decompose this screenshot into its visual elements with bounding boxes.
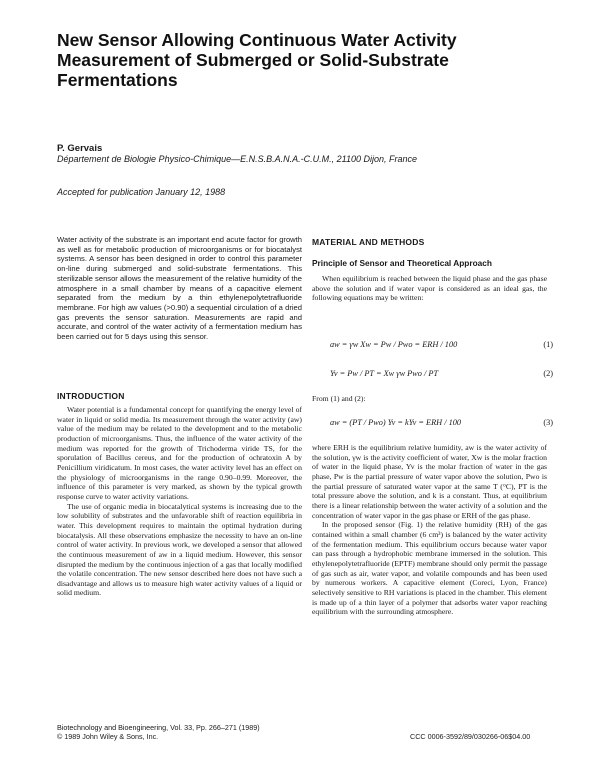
introduction-heading: INTRODUCTION — [57, 391, 125, 401]
methods-paragraph-1: When equilibrium is reached between the liquid phase and the gas phase above the solution and if water vapor is considered as an ideal gas, the following equations may be written: — [312, 274, 547, 303]
methods-body — [312, 443, 547, 617]
ccc-code: CCC 0006-3592/89/030266-06$04.00 — [410, 732, 531, 741]
methods-heading: MATERIAL AND METHODS — [312, 237, 425, 247]
equation-2-expression: Yv = Pw / PT = Xw γw Pwo / PT — [330, 369, 439, 378]
introduction-body — [57, 405, 302, 598]
methods-subheading: Principle of Sensor and Theoretical Approach — [312, 258, 492, 268]
methods-paragraph-2: where ERH is the equilibrium relative humidity, aw is the water activity of the solution, γw is the activity coefficient of water, Xw is the molar fraction of water in the liquid phase, Yv is the molar fraction of water in the gas phase, Pw is the partial pressure of water vapor above the solution, Pwo is the partial pressure of saturated water vapor at the same T (°C), PT is the total pressure above the solution, and k is a constant. Thus, at equilibrium there is a linear relationship between the water activity of a solution and the concentration of water vapor in the gas phase or ERH of the gas phase. — [312, 443, 547, 520]
equation-3-number: (3) — [543, 418, 553, 427]
introduction-paragraph-2: The use of organic media in biocatalytical systems is increasing due to the low solubility of substrates and the unfavorable shift of reaction equilibria in water. This development requires to maintain the optimal hydration during biocatalysis. All these observations emphasize the necessity to have an on-line control of water activity. In previous work, we developed a sensor that allowed the continuous measurement of aw in a liquid medium. However, this sensor disrupted the medium by the continuous injection of a gas that locally modified the volatile concentration. The new sensor described here does not have such a disadvantage and allows us to measure high water activity values of a liquid or solid medium. — [57, 501, 302, 598]
journal-citation: Biotechnology and Bioengineering, Vol. 33, Pp. 266–271 (1989) © 1989 John Wiley & Sons, Inc. — [57, 723, 260, 741]
from-equations-text: From (1) and (2): — [312, 394, 366, 403]
introduction-paragraph-1: Water potential is a fundamental concept for quantifying the energy level of water in liquid or solid media. Its measurement through the water activity (aw) value of the medium may be related to the development and to the metabolic production of microorganisms. Thus, the influence of the water activity of the medium was reported for the growth of Trichoderma viride TS, for the sporulation of Bacillus cereus, and for the production of ochratoxin A by Penicillium viridicatum. In most cases, the water activity level has an effect on the physiology of microorganisms in the range 0.90–0.99. Moreover, the influence of this parameter is very marked, as shown by the typical growth response curve to water activity variations. — [57, 405, 302, 501]
equation-2 — [312, 365, 567, 387]
methods-intro-text — [312, 274, 547, 303]
abstract: Water activity of the substrate is an important end acute factor for growth as well as for metabolic production of microorganisms or for biocatalyst systems. A sensor has been designed in order to control this parameter on-line during submerged and solid-substrate fermentations. This sterilizable sensor allows the measurement of the relative humidity of the atmosphere in a small chamber by means of a capacitive element separated from the medium by a thin ethylenepolytetrafluoride membrane. For high aw values (>0.90) a sequential circulation of a dried gas prevents the sensor saturation. Measurements are rapid and accurate, and control of the water activity of a fermentation medium has been carried out for 5 days using this sensor. — [57, 235, 302, 342]
author-name: P. Gervais — [57, 143, 103, 154]
article-title: New Sensor Allowing Continuous Water Activity Measurement of Submerged or Solid-Substrate Fermentations — [57, 30, 457, 90]
accepted-date: Accepted for publication January 12, 1988 — [57, 187, 226, 197]
equation-3 — [312, 414, 567, 436]
author-affiliation: Département de Biologie Physico-Chimique—E.N.S.B.A.N.A.-C.U.M., 21100 Dijon, France — [57, 154, 417, 164]
equation-1-expression: aw = γw Xw = Pw / Pwo = ERH / 100 — [330, 340, 458, 349]
equation-2-number: (2) — [543, 369, 553, 378]
equation-3-expression: aw = (PT / Pwo) Yv = kYv = ERH / 100 — [330, 418, 462, 427]
methods-paragraph-3: In the proposed sensor (Fig. 1) the relative humidity (RH) of the gas contained within a small chamber (6 cm³) is balanced by the water activity of the fermentation medium. This equilibrium occurs because water vapor can pass through a hydrophobic membrane immersed in the solution. This ethylenepolytetrafluoride (EPTF) membrane should only permit the passage of gas such as air, water vapor, and volatile compounds and has been used by numerous workers. A capacitive element (Coreci, Lyon, France) selectively sensitive to RH variations is placed in the chamber. This element is made up of a thin layer of a polymer that adsorbs water vapor reaching equilibrium with the surrounding atmosphere. — [312, 520, 547, 617]
equation-1 — [312, 336, 567, 358]
equation-1-number: (1) — [543, 340, 553, 349]
